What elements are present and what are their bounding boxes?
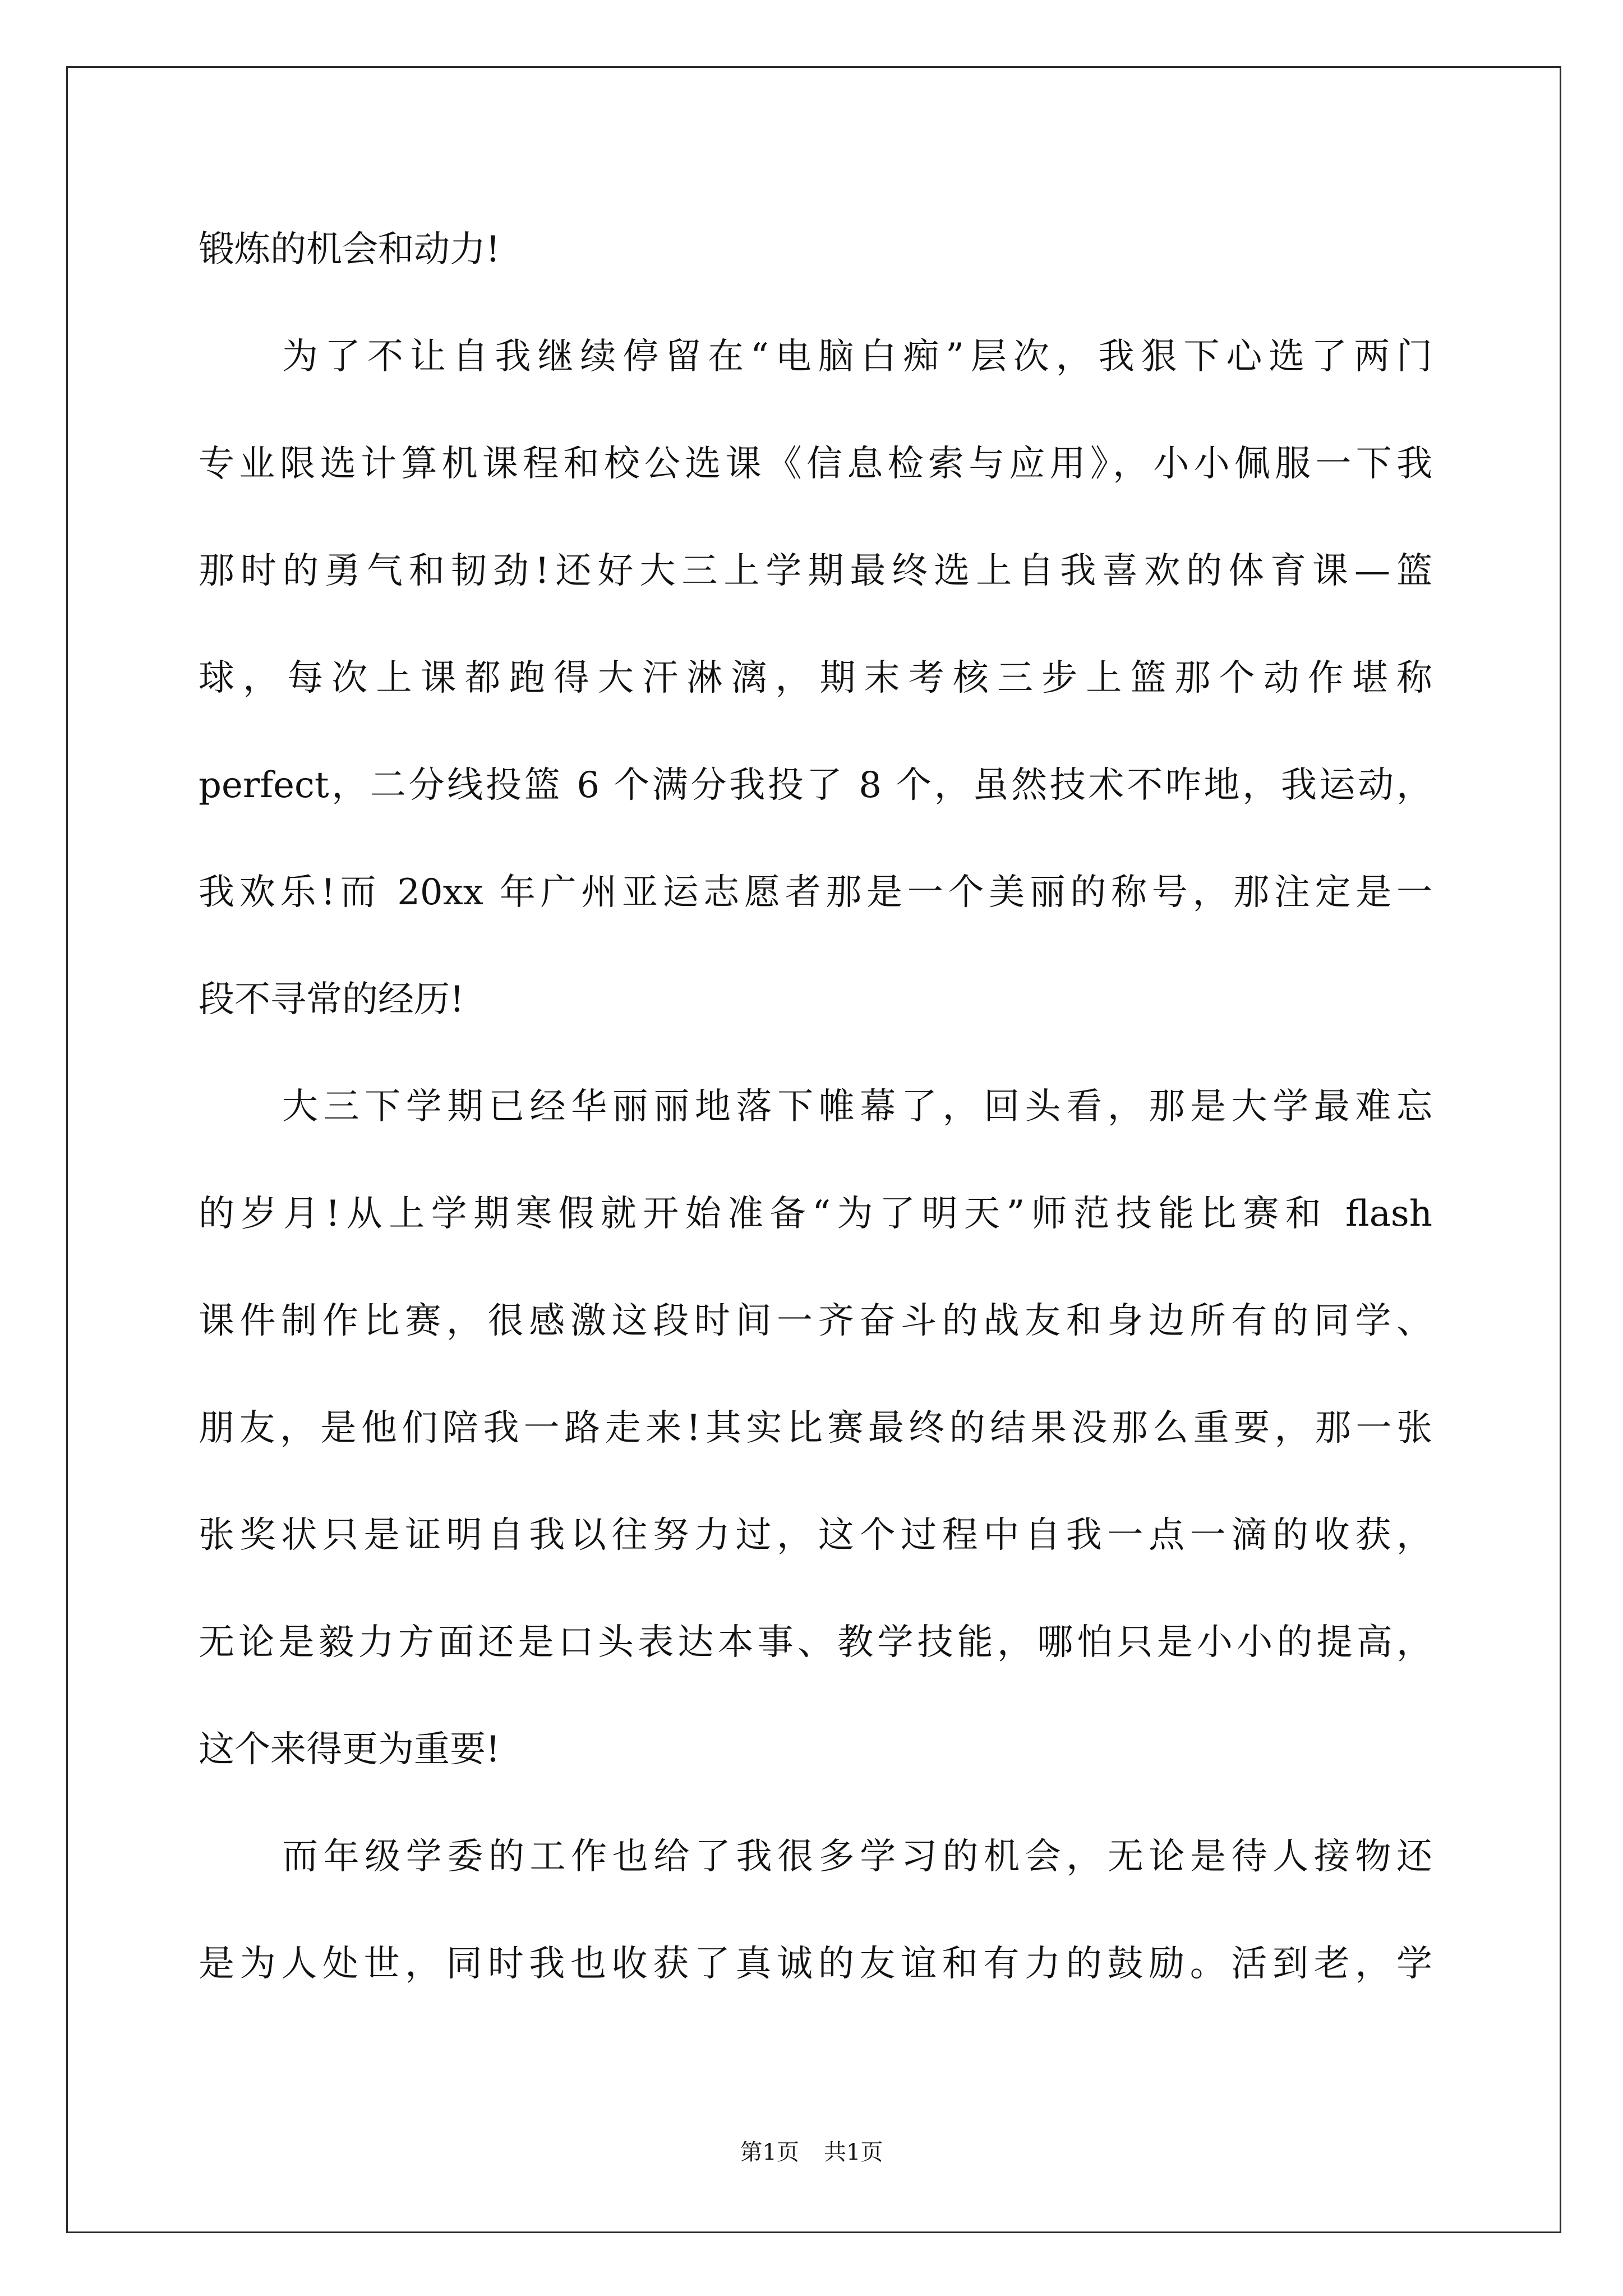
text-line: 球，每次上课都跑得大汗淋漓，期末考核三步上篮那个动作堪称 xyxy=(199,657,1432,699)
text-line: 这个来得更为重要! xyxy=(199,1729,500,1770)
text-line: 的岁月!从上学期寒假就开始准备“为了明天”师范技能比赛和 flash xyxy=(199,1193,1432,1235)
text-line: 锻炼的机会和动力! xyxy=(199,229,500,270)
text-line: 段不寻常的经历! xyxy=(199,979,464,1020)
text-line: 无论是毅力方面还是口头表达本事、教学技能，哪怕只是小小的提高， xyxy=(199,1622,1432,1663)
document-body xyxy=(199,196,1432,2018)
page-footer xyxy=(0,2139,1623,2165)
text-line: 我欢乐!而 20xx 年广州亚运志愿者那是一个美丽的称号，那注定是一 xyxy=(199,872,1432,913)
text-line: 为了不让自我继续停留在“电脑白痴”层次，我狠下心选了两门 xyxy=(282,336,1432,378)
total-page-count: 共1页 xyxy=(824,2139,883,2165)
text-line: 张奖状只是证明自我以往努力过，这个过程中自我一点一滴的收获， xyxy=(199,1515,1432,1556)
current-page-number: 第1页 xyxy=(740,2139,799,2165)
text-line: 是为人处世，同时我也收获了真诚的友谊和有力的鼓励。活到老，学 xyxy=(199,1943,1432,1985)
paragraph xyxy=(199,196,1432,303)
text-line: 专业限选计算机课程和校公选课《信息检索与应用》，小小佩服一下我 xyxy=(199,443,1432,485)
paragraph xyxy=(199,303,1432,1053)
text-line: 朋友，是他们陪我一路走来!其实比赛最终的结果没那么重要，那一张 xyxy=(199,1407,1432,1449)
paragraph xyxy=(199,1053,1432,1803)
text-line: 大三下学期已经华丽丽地落下帷幕了，回头看，那是大学最难忘 xyxy=(282,1086,1432,1128)
text-line: 而年级学委的工作也给了我很多学习的机会，无论是待人接物还 xyxy=(282,1836,1432,1878)
text-line: 那时的勇气和韧劲!还好大三上学期最终选上自我喜欢的体育课—篮 xyxy=(199,550,1432,592)
paragraph xyxy=(199,1803,1432,2018)
text-line: perfect，二分线投篮 6 个满分我投了 8 个，虽然技术不咋地，我运动， xyxy=(199,765,1432,806)
text-line: 课件制作比赛，很感激这段时间一齐奋斗的战友和身边所有的同学、 xyxy=(199,1300,1432,1342)
